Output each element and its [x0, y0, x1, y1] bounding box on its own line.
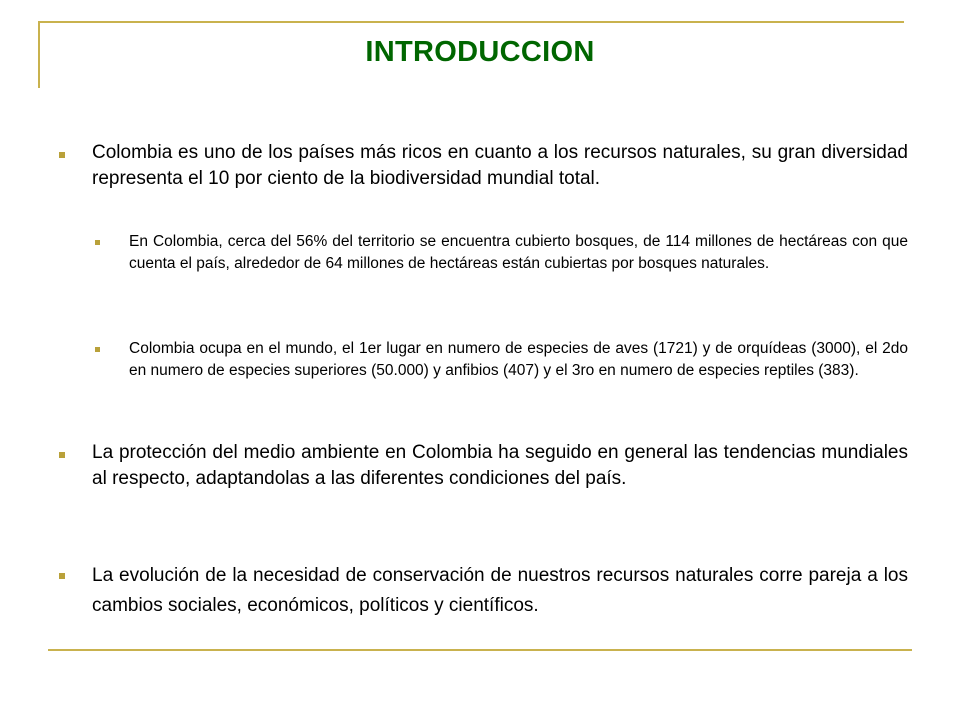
- bullet-marker: [59, 452, 65, 458]
- top-rule: [40, 21, 904, 23]
- bullet-text: La evolución de la necesidad de conservación de nuestros recursos naturales corre pareja a los cambios sociales, económicos, políticos y científicos.: [92, 565, 908, 616]
- sub-bullet-marker: [95, 347, 100, 352]
- bottom-rule: [48, 649, 912, 651]
- bullet-text: Colombia es uno de los países más ricos en cuanto a los recursos naturales, su gran diversidad representa el 10 por ciento de la biodiversidad mundial total.: [92, 142, 908, 189]
- sub-bullet-marker: [95, 240, 100, 245]
- slide-title: INTRODUCCION: [365, 36, 595, 68]
- sub-bullet-text: En Colombia, cerca del 56% del territorio se encuentra cubierto bosques, de 114 millones de hectáreas con que cuenta el país, alrededor de 64 millones de hectáreas están cubiertas por bosques naturales.: [129, 233, 908, 272]
- bullet-marker: [59, 573, 65, 579]
- sub-bullet-text: Colombia ocupa en el mundo, el 1er lugar en numero de especies de aves (1721) y de orquídeas (3000), el 2do en numero de especies superiores (50.000) y anfibios (407) y el 3ro en numero de especies reptiles (383).: [129, 340, 908, 379]
- bullet-text: La protección del medio ambiente en Colombia ha seguido en general las tendencias mundiales al respecto, adaptandolas a las diferentes condiciones del país.: [92, 442, 908, 489]
- bullet-marker: [59, 152, 65, 158]
